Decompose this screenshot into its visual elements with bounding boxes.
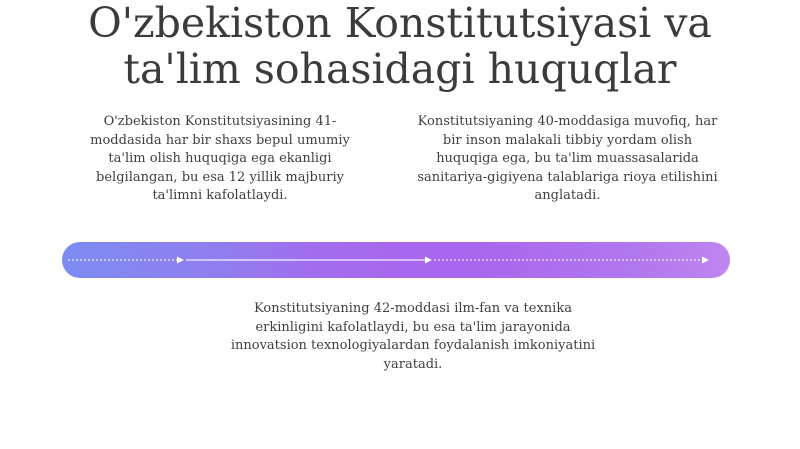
arrow-head-1-icon xyxy=(177,257,184,264)
arrow-head-2-icon xyxy=(425,257,432,264)
article-41-text: O'zbekiston Konstitutsiyasining 41-moddasida har bir shaxs bepul umumiy ta'lim olish huquqiga ega ekanligi belgilangan, bu esa 12 yillik majburiy ta'limni kafolatlaydi. xyxy=(90,114,350,203)
arrow-head-3-icon xyxy=(702,257,709,264)
page-title-line-1: O'zbekiston Konstitutsiyasi va xyxy=(88,0,712,47)
page-title xyxy=(0,0,800,92)
timeline-arrows xyxy=(62,242,730,278)
page-title-line-2: ta'lim sohasidagi huquqlar xyxy=(123,45,677,93)
article-40-text: Konstitutsiyaning 40-moddasiga muvofiq, har bir inson malakali tibbiy yordam olish huquqiga ega, bu ta'lim muassasalarida sanitariya-gigiyena talablariga rioya etilishini anglatadi. xyxy=(417,114,718,203)
article-42-text: Konstitutsiyaning 42-moddasi ilm-fan va texnika erkinligini kafolatlaydi, bu esa ta'lim jarayonida innovatsion texnologiyalardan foydalanish imkoniyatini yaratadi. xyxy=(230,301,596,372)
timeline-bar xyxy=(62,242,730,278)
